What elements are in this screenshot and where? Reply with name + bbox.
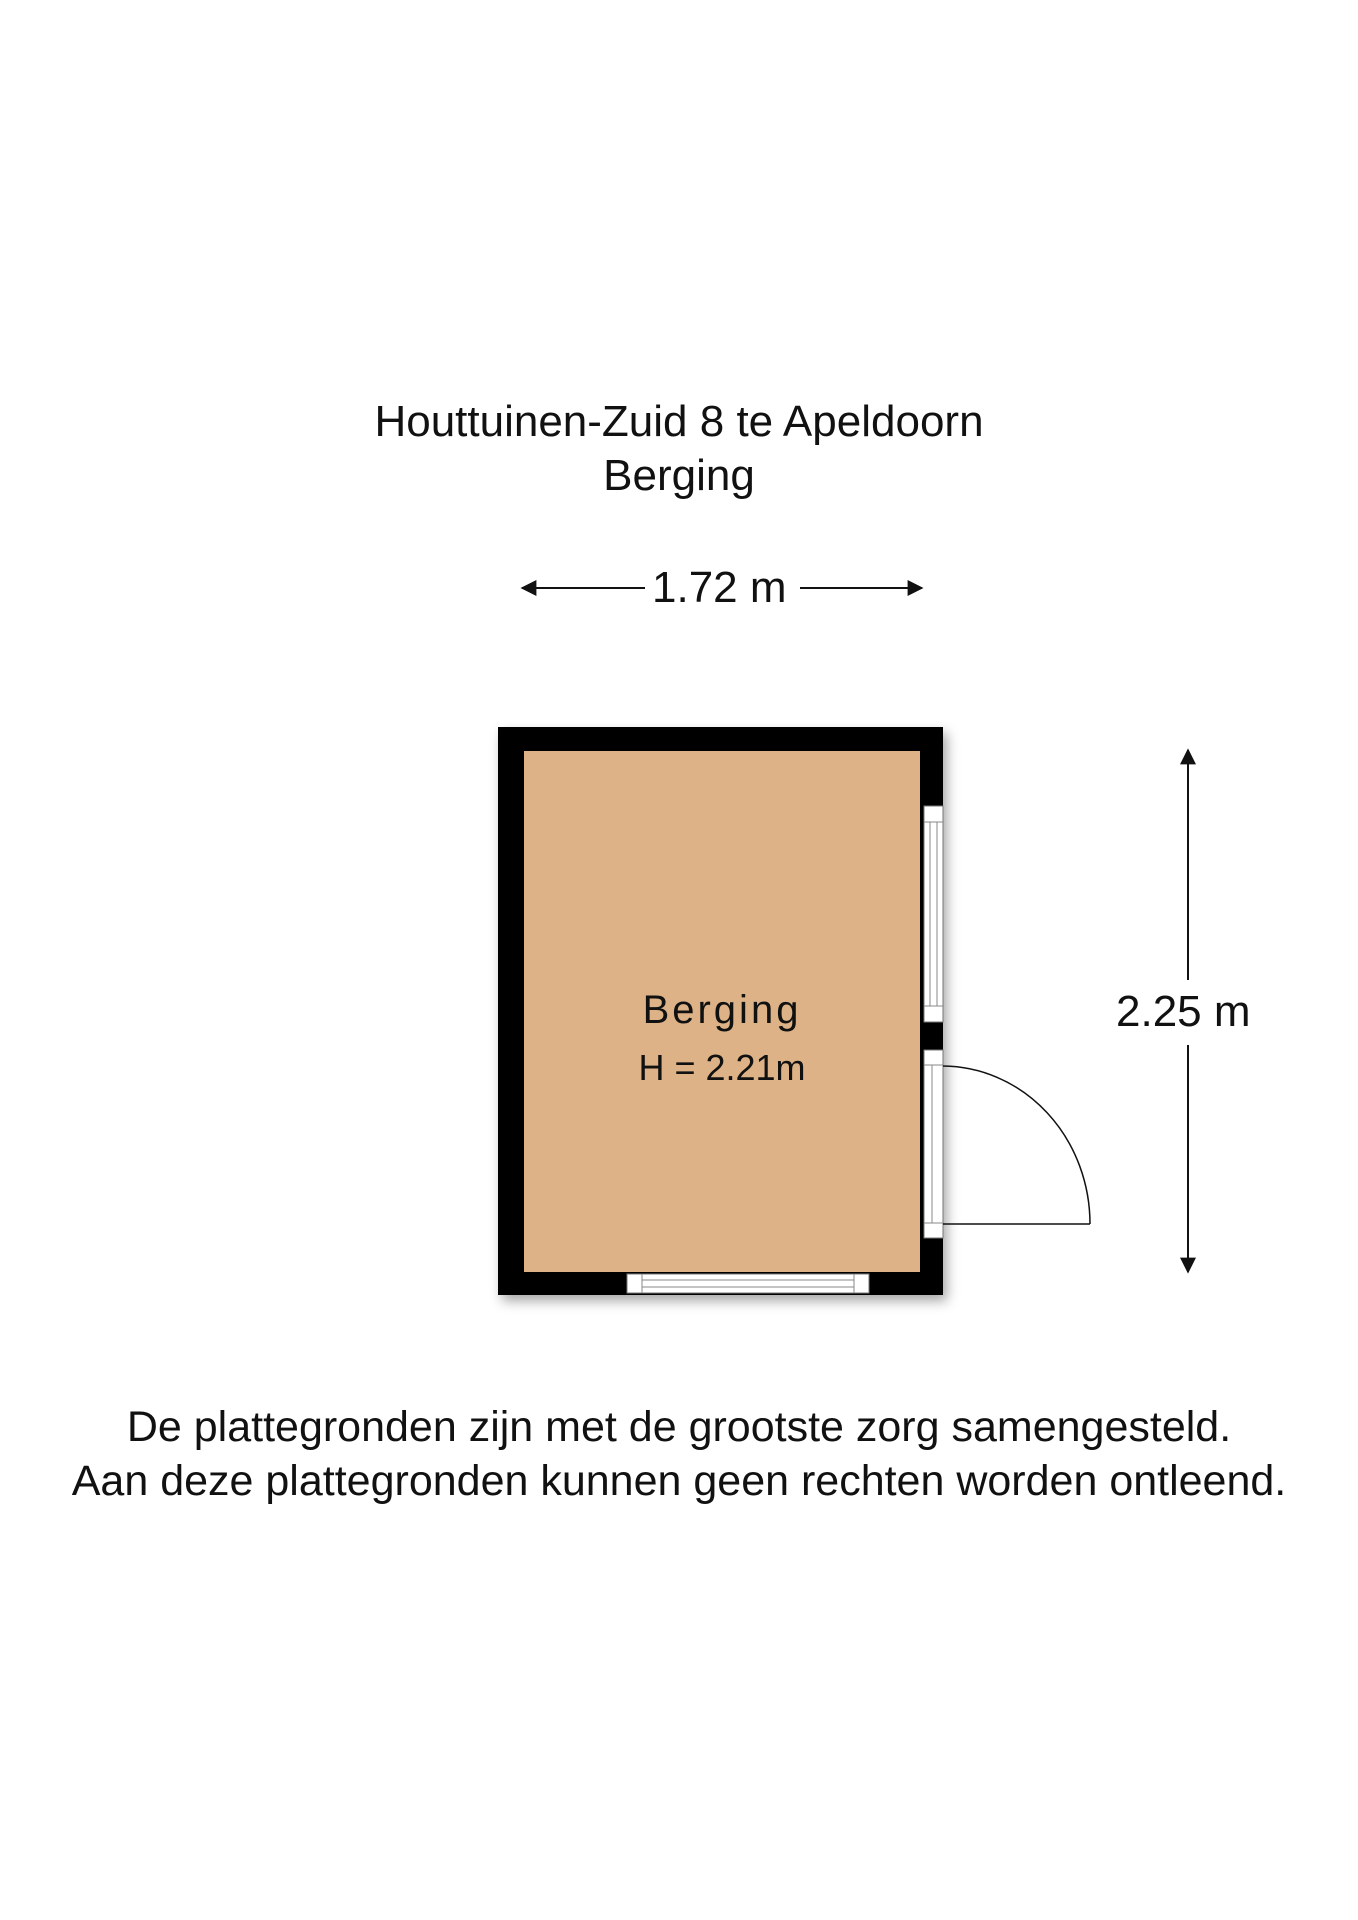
disclaimer-line-1: De plattegronden zijn met de grootste zorg samengesteld. [126, 1403, 1232, 1451]
address-title: Houttuinen-Zuid 8 te Apeldoorn [374, 397, 984, 446]
floor-title: Berging [603, 451, 755, 500]
disclaimer-line-2: Aan deze plattegronden kunnen geen rechten worden ontleend. [71, 1457, 1287, 1505]
room-ceiling-height: H = 2.21m [638, 1047, 806, 1088]
door-right [924, 1050, 1090, 1238]
room-name: Berging [642, 988, 802, 1032]
window-bottom [627, 1274, 869, 1293]
disclaimer [0, 1400, 1358, 1508]
width-dimension-label: 1.72 m [652, 563, 787, 612]
height-dimension-label: 2.25 m [1116, 987, 1251, 1036]
window-right [924, 806, 943, 1022]
room-label [524, 985, 920, 1093]
